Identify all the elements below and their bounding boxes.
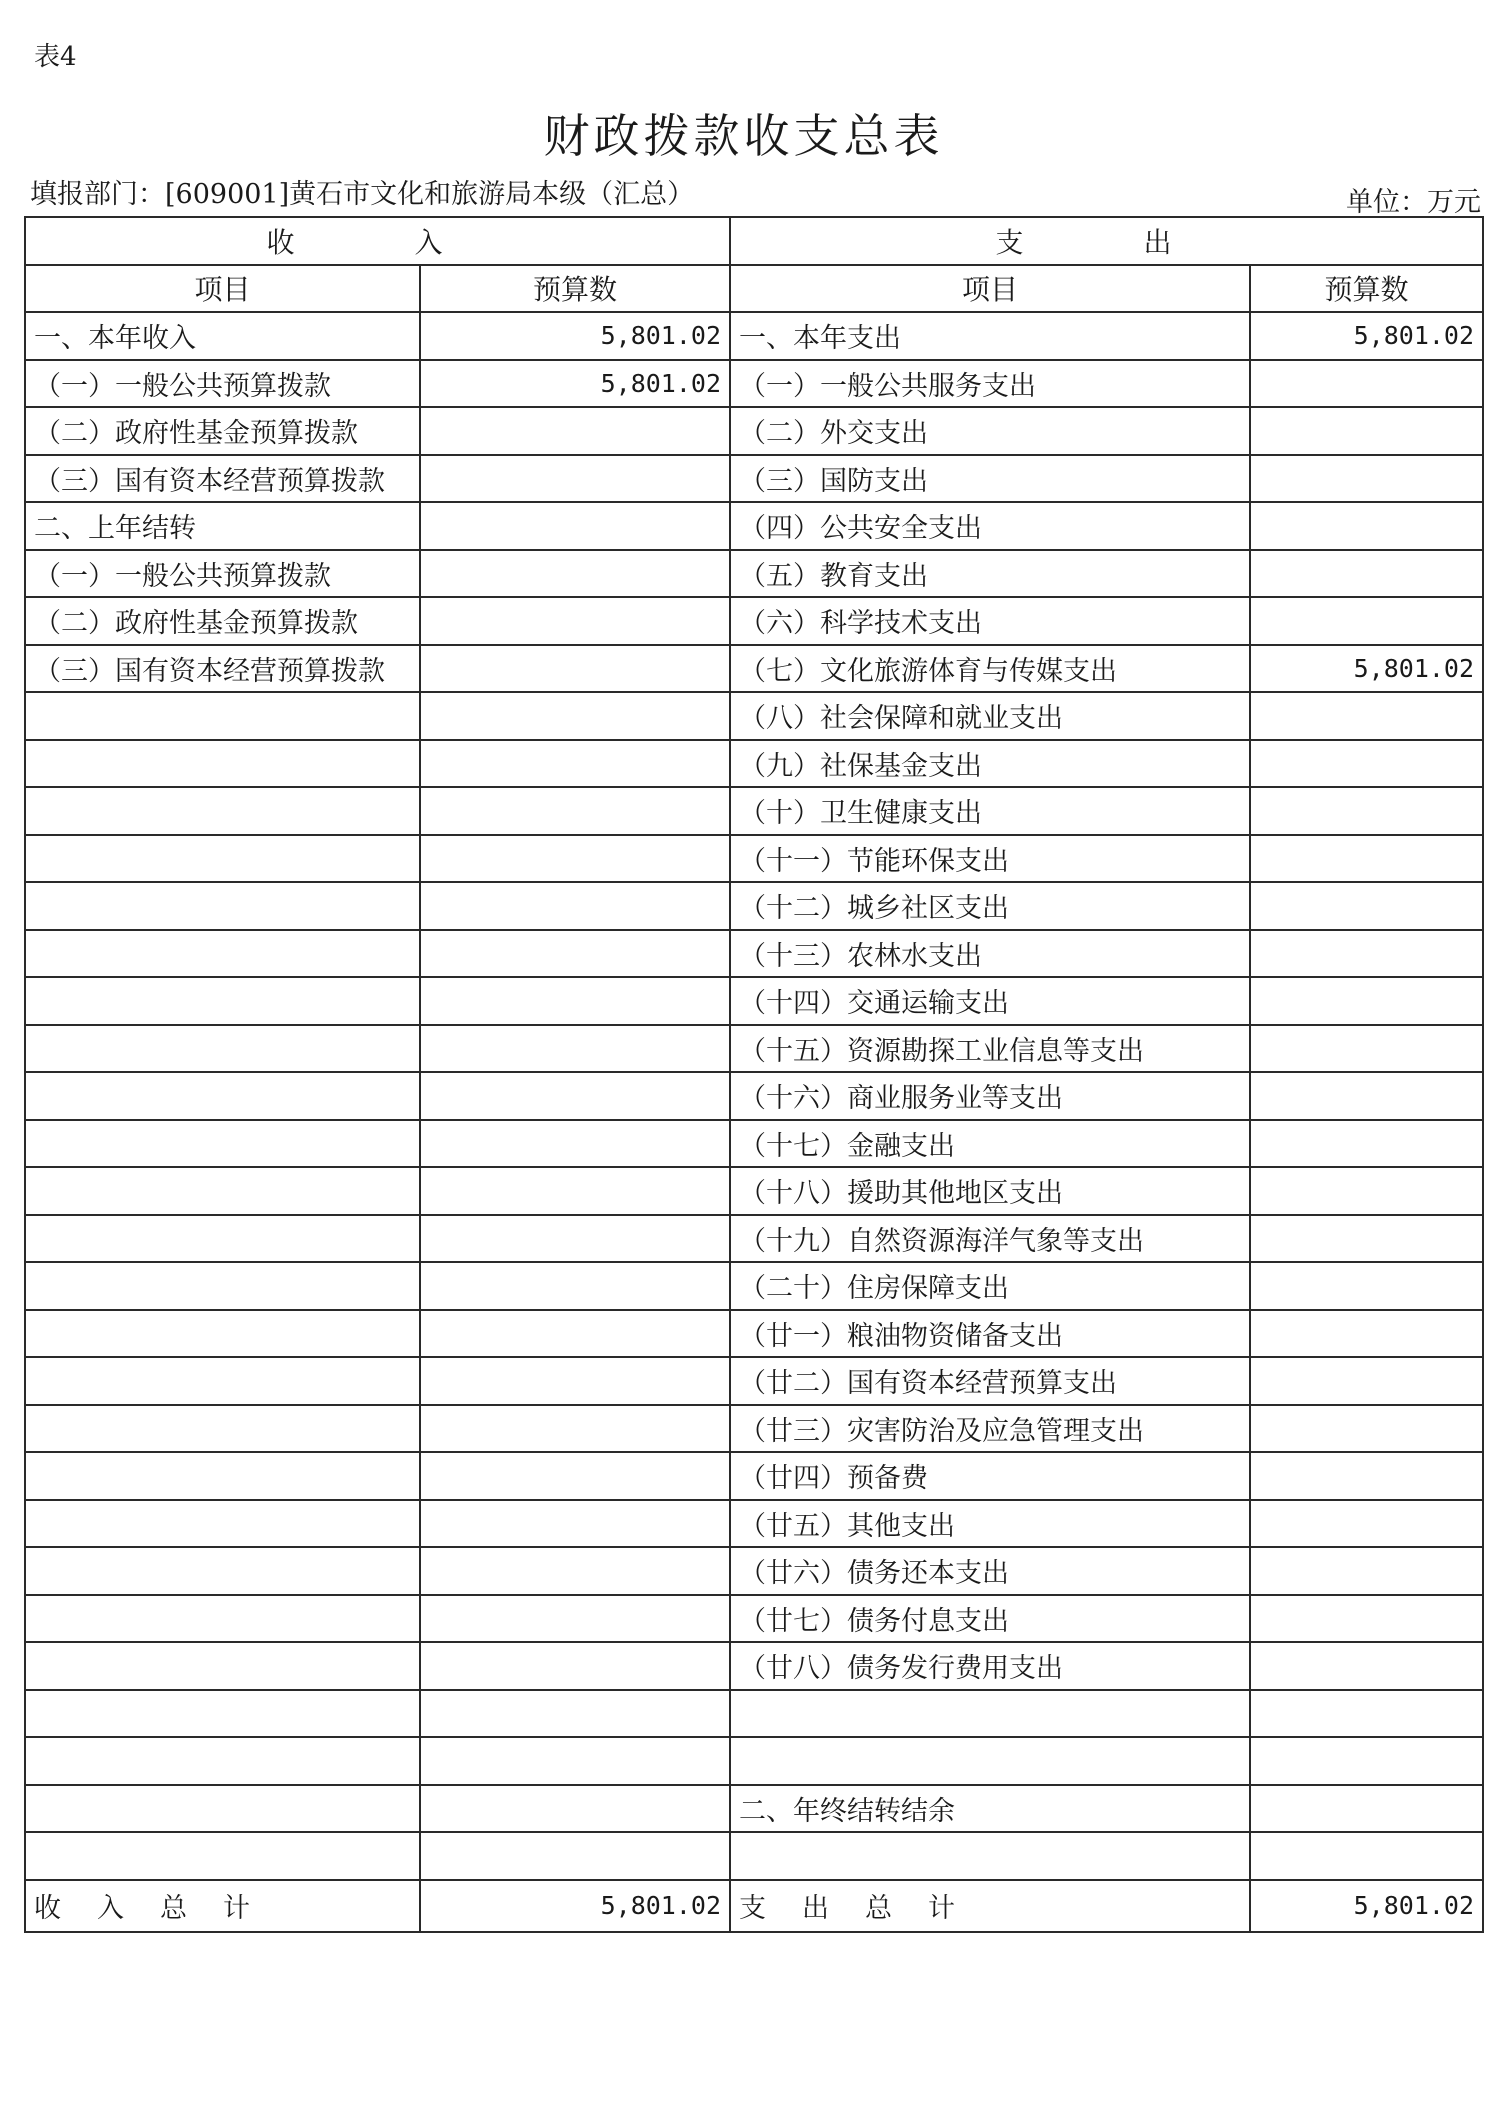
expense-value-cell — [1250, 1452, 1483, 1500]
table-row — [25, 360, 1483, 408]
section-header-row — [25, 217, 1483, 265]
income-item-cell — [25, 835, 420, 883]
table-row — [25, 1215, 1483, 1263]
expense-item-cell: （十）卫生健康支出 — [730, 787, 1250, 835]
expense-value-cell — [1250, 1120, 1483, 1168]
income-value-cell — [420, 1500, 730, 1548]
expense-value-cell — [1250, 550, 1483, 598]
totals-row — [25, 1880, 1483, 1932]
expense-item-cell: （廿二）国有资本经营预算支出 — [730, 1357, 1250, 1405]
income-value-cell — [420, 597, 730, 645]
income-item-cell: （一）一般公共预算拨款 — [25, 360, 420, 408]
expense-item-cell: （廿五）其他支出 — [730, 1500, 1250, 1548]
income-item-cell — [25, 1500, 420, 1548]
expense-item-cell: （十二）城乡社区支出 — [730, 882, 1250, 930]
income-value-cell — [420, 1595, 730, 1643]
expense-item-cell: （五）教育支出 — [730, 550, 1250, 598]
table-row — [25, 1547, 1483, 1595]
table-row — [25, 1452, 1483, 1500]
income-value-cell — [420, 1642, 730, 1690]
income-item-cell — [25, 1547, 420, 1595]
table-row — [25, 1500, 1483, 1548]
table-row — [25, 597, 1483, 645]
table-row — [25, 1167, 1483, 1215]
income-item-cell — [25, 930, 420, 978]
expense-item-cell: （廿三）灾害防治及应急管理支出 — [730, 1405, 1250, 1453]
expense-value-cell — [1250, 1405, 1483, 1453]
expense-value-cell — [1250, 930, 1483, 978]
expense-value-cell — [1250, 1595, 1483, 1643]
expense-value-cell — [1250, 407, 1483, 455]
table-row — [25, 407, 1483, 455]
income-item-cell — [25, 1690, 420, 1738]
expense-item-cell: （廿六）债务还本支出 — [730, 1547, 1250, 1595]
table-row — [25, 787, 1483, 835]
income-item-cell — [25, 740, 420, 788]
expense-item-cell: （廿八）债务发行费用支出 — [730, 1642, 1250, 1690]
income-item-cell — [25, 692, 420, 740]
expense-total-label: 支出总计 — [730, 1880, 1250, 1932]
expense-value-cell — [1250, 1262, 1483, 1310]
expense-value-cell — [1250, 1737, 1483, 1785]
income-value-cell — [420, 787, 730, 835]
table-number-label: 表4 — [34, 42, 77, 72]
expense-item-cell: （二）外交支出 — [730, 407, 1250, 455]
expense-value-cell — [1250, 977, 1483, 1025]
income-item-cell — [25, 1120, 420, 1168]
income-value-cell — [420, 1215, 730, 1263]
expense-item-cell — [730, 1832, 1250, 1880]
table-row — [25, 1025, 1483, 1073]
department-label: 填报部门：[609001]黄石市文化和旅游局本级（汇总） — [30, 179, 695, 210]
expense-item-cell: （六）科学技术支出 — [730, 597, 1250, 645]
table-row — [25, 977, 1483, 1025]
income-item-cell: 二、上年结转 — [25, 502, 420, 550]
income-item-cell — [25, 787, 420, 835]
income-total-value: 5,801.02 — [420, 1880, 730, 1932]
income-item-cell — [25, 882, 420, 930]
income-value-cell — [420, 977, 730, 1025]
income-value-cell — [420, 1310, 730, 1358]
income-value-cell — [420, 1832, 730, 1880]
expense-item-cell: （十九）自然资源海洋气象等支出 — [730, 1215, 1250, 1263]
income-value-cell — [420, 692, 730, 740]
income-item-cell — [25, 1310, 420, 1358]
income-item-header: 项目 — [25, 265, 420, 313]
income-value-cell — [420, 1690, 730, 1738]
expense-item-cell: （十一）节能环保支出 — [730, 835, 1250, 883]
income-item-cell — [25, 1167, 420, 1215]
income-item-cell — [25, 1215, 420, 1263]
expense-value-cell — [1250, 1785, 1483, 1833]
expense-value-cell — [1250, 1310, 1483, 1358]
expense-value-cell — [1250, 835, 1483, 883]
income-item-cell — [25, 1737, 420, 1785]
expense-budget-header: 预算数 — [1250, 265, 1483, 313]
income-value-cell — [420, 550, 730, 598]
table-row — [25, 645, 1483, 693]
income-item-cell: （二）政府性基金预算拨款 — [25, 597, 420, 645]
income-value-cell — [420, 1785, 730, 1833]
income-value-cell — [420, 1357, 730, 1405]
expense-value-cell — [1250, 1072, 1483, 1120]
table-row — [25, 1120, 1483, 1168]
income-item-cell — [25, 1595, 420, 1643]
table-row — [25, 1642, 1483, 1690]
expense-item-cell: （七）文化旅游体育与传媒支出 — [730, 645, 1250, 693]
expense-value-cell — [1250, 740, 1483, 788]
column-header-row — [25, 265, 1483, 313]
expense-item-cell: （十六）商业服务业等支出 — [730, 1072, 1250, 1120]
income-item-cell: 一、本年收入 — [25, 312, 420, 360]
expense-value-cell — [1250, 1215, 1483, 1263]
expense-section-header: 支 出 — [730, 217, 1483, 265]
table-row — [25, 1690, 1483, 1738]
income-value-cell: 5,801.02 — [420, 312, 730, 360]
expense-value-cell — [1250, 1167, 1483, 1215]
table-row — [25, 1737, 1483, 1785]
expense-value-cell — [1250, 882, 1483, 930]
income-value-cell — [420, 1547, 730, 1595]
table-row — [25, 1832, 1483, 1880]
table-row — [25, 1595, 1483, 1643]
income-value-cell — [420, 1120, 730, 1168]
expense-item-cell: （十八）援助其他地区支出 — [730, 1167, 1250, 1215]
income-item-cell: （三）国有资本经营预算拨款 — [25, 455, 420, 503]
income-item-cell: （二）政府性基金预算拨款 — [25, 407, 420, 455]
expense-value-cell — [1250, 1690, 1483, 1738]
expense-item-cell: （一）一般公共服务支出 — [730, 360, 1250, 408]
expense-value-cell — [1250, 1832, 1483, 1880]
income-item-cell — [25, 1025, 420, 1073]
income-value-cell — [420, 835, 730, 883]
income-value-cell — [420, 882, 730, 930]
income-item-cell: （三）国有资本经营预算拨款 — [25, 645, 420, 693]
expense-value-cell — [1250, 502, 1483, 550]
table-row — [25, 1310, 1483, 1358]
table-row — [25, 312, 1483, 360]
income-section-header: 收 入 — [25, 217, 730, 265]
income-item-cell — [25, 1357, 420, 1405]
income-value-cell — [420, 1405, 730, 1453]
income-value-cell — [420, 455, 730, 503]
expense-value-cell — [1250, 1500, 1483, 1548]
expense-item-cell: （三）国防支出 — [730, 455, 1250, 503]
table-row — [25, 1785, 1483, 1833]
expense-item-cell: （八）社会保障和就业支出 — [730, 692, 1250, 740]
income-value-cell — [420, 645, 730, 693]
income-item-cell — [25, 1832, 420, 1880]
expense-value-cell — [1250, 597, 1483, 645]
income-value-cell — [420, 407, 730, 455]
expense-value-cell — [1250, 692, 1483, 740]
table-row — [25, 835, 1483, 883]
expense-item-cell — [730, 1690, 1250, 1738]
expense-item-cell: （十四）交通运输支出 — [730, 977, 1250, 1025]
expense-item-cell: （廿四）预备费 — [730, 1452, 1250, 1500]
income-item-cell — [25, 1785, 420, 1833]
income-value-cell — [420, 1262, 730, 1310]
income-budget-header: 预算数 — [420, 265, 730, 313]
expense-item-cell: （廿一）粮油物资储备支出 — [730, 1310, 1250, 1358]
income-item-cell — [25, 1452, 420, 1500]
expense-value-cell: 5,801.02 — [1250, 645, 1483, 693]
table-row — [25, 502, 1483, 550]
unit-label: 单位：万元 — [1346, 187, 1481, 218]
table-row — [25, 930, 1483, 978]
income-item-cell: （一）一般公共预算拨款 — [25, 550, 420, 598]
table-row — [25, 740, 1483, 788]
income-item-cell — [25, 1072, 420, 1120]
income-value-cell — [420, 740, 730, 788]
table-row — [25, 455, 1483, 503]
income-item-cell — [25, 1262, 420, 1310]
expense-item-cell: （十七）金融支出 — [730, 1120, 1250, 1168]
budget-table — [24, 216, 1484, 1933]
income-value-cell — [420, 1167, 730, 1215]
expense-item-cell: 一、本年支出 — [730, 312, 1250, 360]
expense-item-cell: （四）公共安全支出 — [730, 502, 1250, 550]
income-value-cell — [420, 1025, 730, 1073]
expense-value-cell — [1250, 1357, 1483, 1405]
expense-item-cell: （十三）农林水支出 — [730, 930, 1250, 978]
expense-item-cell: （二十）住房保障支出 — [730, 1262, 1250, 1310]
table-row — [25, 1262, 1483, 1310]
expense-item-cell — [730, 1737, 1250, 1785]
income-value-cell — [420, 502, 730, 550]
income-item-cell — [25, 977, 420, 1025]
table-row — [25, 882, 1483, 930]
table-row — [25, 1405, 1483, 1453]
income-value-cell — [420, 1737, 730, 1785]
expense-total-value: 5,801.02 — [1250, 1880, 1483, 1932]
expense-item-header: 项目 — [730, 265, 1250, 313]
income-item-cell — [25, 1642, 420, 1690]
expense-value-cell: 5,801.02 — [1250, 312, 1483, 360]
expense-item-cell: （九）社保基金支出 — [730, 740, 1250, 788]
table-row — [25, 692, 1483, 740]
expense-value-cell — [1250, 1025, 1483, 1073]
table-row — [25, 1072, 1483, 1120]
expense-item-cell: （十五）资源勘探工业信息等支出 — [730, 1025, 1250, 1073]
income-value-cell — [420, 930, 730, 978]
table-row — [25, 1357, 1483, 1405]
expense-item-cell: （廿七）债务付息支出 — [730, 1595, 1250, 1643]
table-row — [25, 550, 1483, 598]
income-total-label: 收入总计 — [25, 1880, 420, 1932]
income-value-cell — [420, 1452, 730, 1500]
expense-value-cell — [1250, 787, 1483, 835]
expense-value-cell — [1250, 360, 1483, 408]
income-item-cell — [25, 1405, 420, 1453]
income-value-cell — [420, 1072, 730, 1120]
expense-item-cell: 二、年终结转结余 — [730, 1785, 1250, 1833]
expense-value-cell — [1250, 1547, 1483, 1595]
expense-value-cell — [1250, 1642, 1483, 1690]
income-value-cell: 5,801.02 — [420, 360, 730, 408]
page-title: 财政拨款收支总表 — [543, 109, 944, 163]
expense-value-cell — [1250, 455, 1483, 503]
